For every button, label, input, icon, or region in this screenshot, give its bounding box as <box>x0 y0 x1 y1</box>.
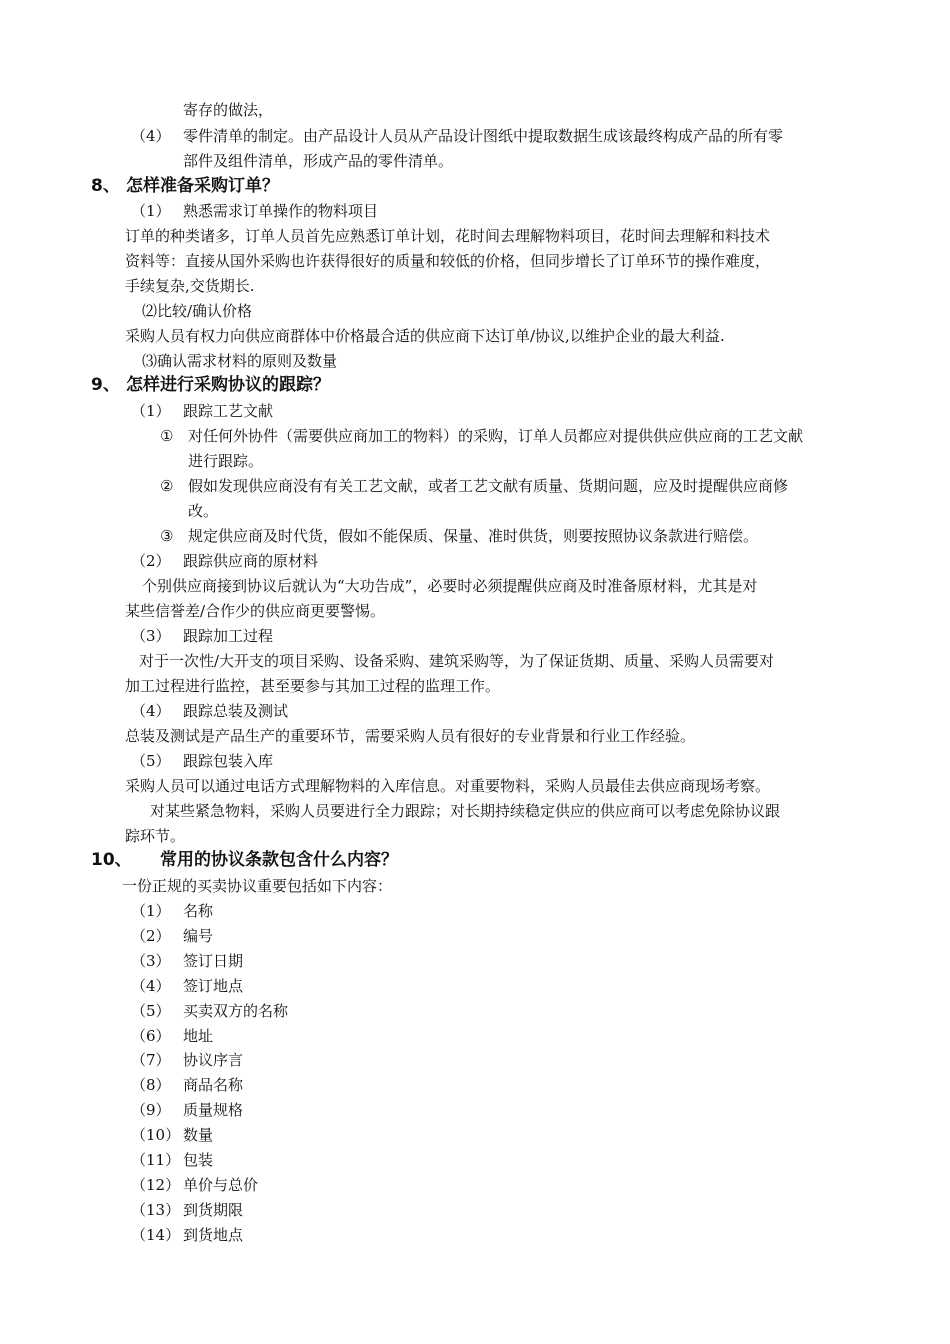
text-line: 资料等：直接从国外采购也许获得很好的质量和较低的价格，但同步增长了订单环节的操作难度， <box>125 252 771 270</box>
section-heading: 怎样进行采购协议的跟踪？ <box>126 375 330 395</box>
circled-number: ① <box>160 427 174 445</box>
text-line: 总装及测试是产品生产的重要环节，需要采购人员有很好的专业背景和行业工作经验。 <box>125 727 696 745</box>
clause-number: （14） <box>131 1226 181 1244</box>
clause-text: 名称 <box>183 902 214 920</box>
clause-text: 签订地点 <box>183 977 244 995</box>
text-line: ⑵比较/确认价格 <box>142 302 253 320</box>
text-line: 一份正规的买卖协议重要包括如下内容： <box>122 877 393 895</box>
text-line: 订单的种类诸多，订单人员首先应熟悉订单计划，花时间去理解物料项目，花时间去理解和料技术 <box>125 227 771 245</box>
text-line: 零件清单的制定。由产品设计人员从产品设计图纸中提取数据生成该最终构成产品的所有零 <box>183 127 784 145</box>
text-line: 跟踪加工过程 <box>183 627 274 645</box>
text-line: ⑶确认需求材料的原则及数量 <box>142 352 338 370</box>
circled-number: ③ <box>160 527 174 545</box>
text-line: 某些信誉差/合作少的供应商更要警惕。 <box>125 602 386 620</box>
text-line: 部件及组件清单，形成产品的零件清单。 <box>183 152 454 170</box>
text-line: 改。 <box>188 502 219 520</box>
text-line: 规定供应商及时代货，假如不能保质、保量、准时供货，则要按照协议条款进行赔偿。 <box>188 527 759 545</box>
clause-number: （5） <box>131 1002 171 1020</box>
text-line: 进行跟踪。 <box>188 452 264 470</box>
clause-number: （6） <box>131 1027 171 1045</box>
clause-number: （7） <box>131 1051 171 1069</box>
text-line: 跟踪总装及测试 <box>183 702 289 720</box>
clause-text: 质量规格 <box>183 1101 244 1119</box>
section-number: 10、 <box>91 850 132 870</box>
clause-text: 地址 <box>183 1027 214 1045</box>
clause-number: （8） <box>131 1076 171 1094</box>
clause-number: （9） <box>131 1101 171 1119</box>
clause-text: 编号 <box>183 927 214 945</box>
clause-text: 包装 <box>183 1151 214 1169</box>
clause-text: 协议序言 <box>183 1051 244 1069</box>
clause-number: （12） <box>131 1176 181 1194</box>
text-line: 寄存的做法， <box>183 101 274 119</box>
item-number: （4） <box>131 127 171 145</box>
text-line: 采购人员可以通过电话方式理解物料的入库信息。对重要物料，采购人员最佳去供应商现场考察。 <box>125 777 771 795</box>
text-line: 假如发现供应商没有有关工艺文献，或者工艺文献有质量、货期问题，应及时提醒供应商修 <box>188 477 789 495</box>
section-number: 9、 <box>91 375 120 395</box>
item-number: （3） <box>131 627 171 645</box>
section-heading: 怎样准备采购订单？ <box>126 176 279 196</box>
text-line: 采购人员有权力向供应商群体中价格最合适的供应商下达订单/协议,以维护企业的最大利益. <box>125 327 725 345</box>
text-line: 加工过程进行监控，甚至要参与其加工过程的监理工作。 <box>125 677 501 695</box>
item-number: （2） <box>131 552 171 570</box>
section-heading: 常用的协议条款包含什么内容？ <box>160 850 398 870</box>
text-line: 个别供应商接到协议后就认为“大功告成”，必要时必须提醒供应商及时准备原材料，尤其是对 <box>142 577 758 595</box>
clause-number: （3） <box>131 952 171 970</box>
clause-text: 买卖双方的名称 <box>183 1002 289 1020</box>
clause-text: 商品名称 <box>183 1076 244 1094</box>
clause-text: 数量 <box>183 1126 214 1144</box>
clause-text: 单价与总价 <box>183 1176 259 1194</box>
text-line: 对于一次性/大开支的项目采购、设备采购、建筑采购等，为了保证货期、质量、采购人员需要对 <box>139 652 775 670</box>
text-line: 手续复杂,交货期长. <box>125 277 255 295</box>
item-number: （1） <box>131 202 171 220</box>
clause-text: 到货地点 <box>183 1226 244 1244</box>
text-line: 跟踪工艺文献 <box>183 402 274 420</box>
clause-number: （10） <box>131 1126 181 1144</box>
item-number: （1） <box>131 402 171 420</box>
section-number: 8、 <box>91 176 120 196</box>
item-number: （4） <box>131 702 171 720</box>
text-line: 对某些紧急物料，采购人员要进行全力跟踪；对长期持续稳定供应的供应商可以考虑免除协议跟 <box>150 802 781 820</box>
clause-number: （11） <box>131 1151 181 1169</box>
clause-number: （2） <box>131 927 171 945</box>
text-line: 对任何外协件（需要供应商加工的物料）的采购，订单人员都应对提供供应供应商的工艺文献 <box>188 427 804 445</box>
clause-number: （4） <box>131 977 171 995</box>
text-line: 跟踪供应商的原材料 <box>183 552 319 570</box>
clause-text: 到货期限 <box>183 1201 244 1219</box>
clause-number: （13） <box>131 1201 181 1219</box>
item-number: （5） <box>131 752 171 770</box>
clause-text: 签订日期 <box>183 952 244 970</box>
text-line: 熟悉需求订单操作的物料项目 <box>183 202 379 220</box>
text-line: 踪环节。 <box>125 827 186 845</box>
circled-number: ② <box>160 477 174 495</box>
text-line: 跟踪包装入库 <box>183 752 274 770</box>
clause-number: （1） <box>131 902 171 920</box>
